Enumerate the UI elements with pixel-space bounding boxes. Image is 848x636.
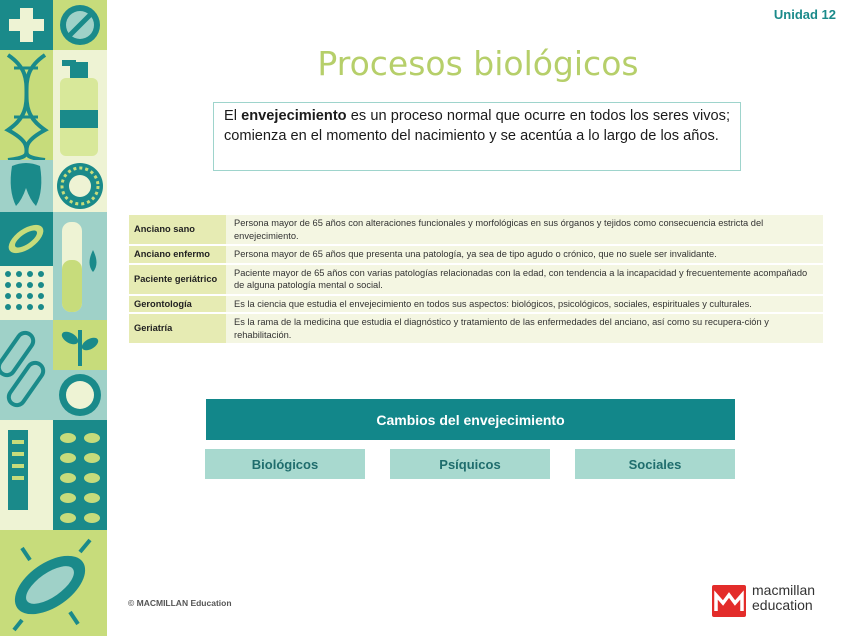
definition-box	[213, 102, 741, 171]
table-row	[129, 265, 823, 294]
category-psychological: Psíquicos	[390, 449, 550, 479]
category-biological: Biológicos	[205, 449, 365, 479]
term-cell: Paciente geriátrico	[129, 265, 226, 294]
description-cell: Persona mayor de 65 años con alteraciones funcionales y morfológicas en sus órganos y tejidos como consecuencia estricta del envejecimiento.	[226, 215, 823, 244]
logo-text-line1: macmillan	[752, 582, 816, 598]
table-row	[129, 215, 823, 244]
logo-text	[752, 583, 815, 613]
term-cell: Anciano sano	[129, 215, 226, 244]
aging-changes-header: Cambios del envejecimiento	[206, 399, 735, 440]
term-cell: Anciano enfermo	[129, 246, 226, 263]
terms-table	[129, 213, 823, 345]
definition-term: envejecimiento	[241, 108, 347, 124]
definition-text: es un proceso normal que ocurre en todos los seres vivos; comienza en el momento del nacimiento y se acentúa a lo largo de los años.	[224, 108, 730, 144]
description-cell: Es la ciencia que estudia el envejecimiento en todos sus aspectos: biológicos, psicológicos, sociales, espirituales y culturales.	[226, 296, 823, 313]
table-row	[129, 314, 823, 343]
unit-label: Unidad 12	[773, 7, 836, 22]
table-row	[129, 296, 823, 313]
copyright-notice: © MACMILLAN Education	[128, 598, 232, 608]
decorative-sidebar	[0, 0, 107, 636]
description-cell: Es la rama de la medicina que estudia el diagnóstico y tratamiento de las enfermedades del anciano, así como su recupera-ción y rehabilitación.	[226, 314, 823, 343]
description-cell: Persona mayor de 65 años que presenta una patología, ya sea de tipo agudo o crónico, que no suele ser invalidante.	[226, 246, 823, 263]
term-cell: Geriatría	[129, 314, 226, 343]
definition-intro: El	[224, 108, 242, 124]
description-cell: Paciente mayor de 65 años con varias patologías relacionadas con la edad, con tendencia a la incapacidad y frecuentemente acompañado de alguna patología mental o social.	[226, 265, 823, 294]
category-social: Sociales	[575, 449, 735, 479]
macmillan-m-icon	[712, 585, 746, 617]
page-title: Procesos biológicos	[317, 44, 639, 83]
logo-text-line2: education	[752, 597, 813, 613]
macmillan-logo	[710, 581, 826, 621]
table-row	[129, 246, 823, 263]
term-cell: Gerontología	[129, 296, 226, 313]
